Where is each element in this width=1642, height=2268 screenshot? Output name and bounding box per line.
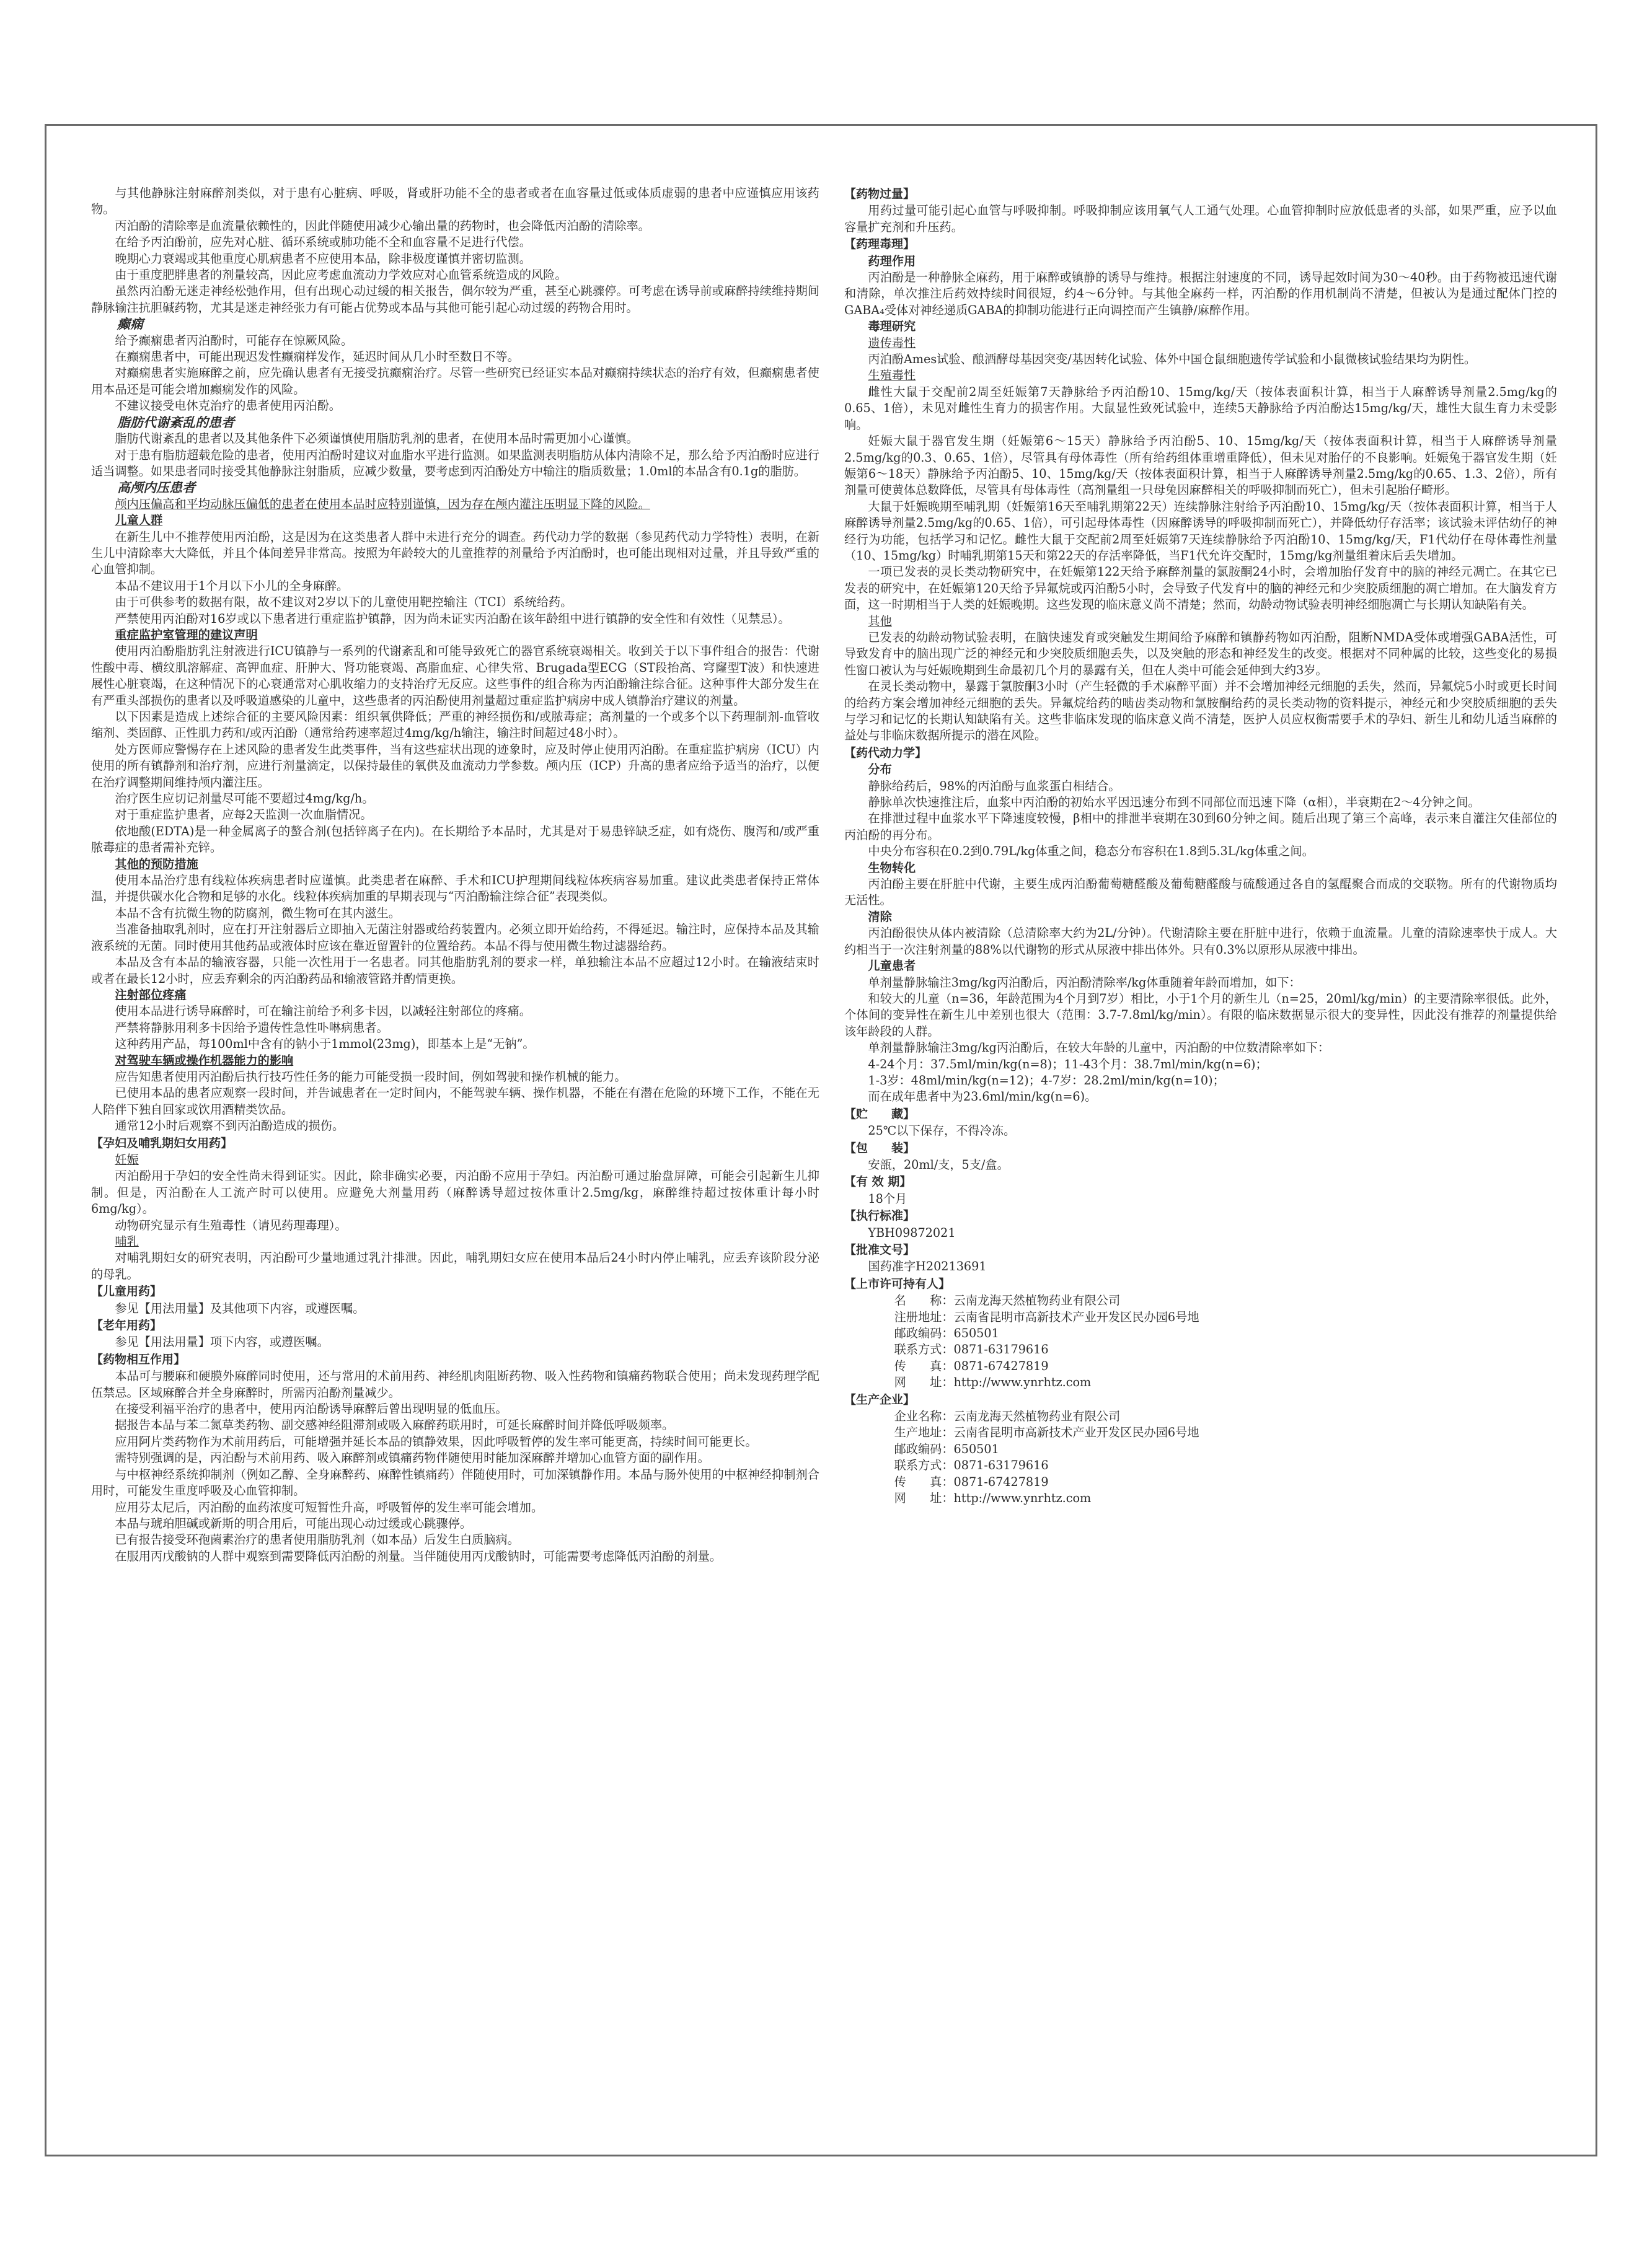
paragraph: 25℃以下保存，不得冷冻。 — [868, 1123, 1016, 1138]
paragraph: 安瓿，20ml/支，5支/盒。 — [868, 1157, 1009, 1172]
paragraph: 用药过量可能引起心血管与呼吸抑制。呼吸抑制应该用氧气人工通气处理。心血管抑制时应放低患者的头部，如果严重，应予以血容量扩充剂和升压药。 — [844, 203, 1557, 234]
section-heading: 【包 装】 — [844, 1141, 916, 1155]
info-line: 传 真：0871-67427819 — [894, 1358, 1049, 1373]
paragraph: 大鼠于妊娠晚期至哺乳期（妊娠第16天至哺乳期第22天）连续静脉注射给予丙泊酚10、15mg/kg/天（按体表面积计算，相当于人麻醉诱导剂量2.5mg/kg的0.65、1倍），可引起母体毒性（因麻醉诱导的呼吸抑制而死亡），并降低幼仔存活率；该试验未评估幼仔的神经行为功能，包括学习和记忆。雌性大鼠于交配前2周至妊娠第7天连续静脉给予丙泊酚10、15mg/kg/天，F1代幼仔在母体毒性剂量（10、15mg/kg）时哺乳期第15天和第22天的存活率降低，当F1代允许交配时，15mg/kg剂量组着床后丢失增加。 — [844, 499, 1557, 563]
paragraph: 单剂量静脉输注3mg/kg丙泊酚后，在较大年龄的儿童中，丙泊酚的中位数清除率如下： — [868, 1040, 1330, 1055]
info-line: 生产地址：云南省昆明市高新技术产业开发区民办园6号地 — [894, 1425, 1199, 1440]
paragraph: 在服用丙戊酸钠的人群中观察到需要降低丙泊酚的剂量。当伴随使用丙戊酸钠时，可能需要考虑降低丙泊酚的剂量。 — [115, 1549, 722, 1563]
subsection-heading: 其他的预防措施 — [115, 856, 198, 871]
info-line: 联系方式：0871-63179616 — [894, 1342, 1049, 1357]
paragraph: 丙泊酚Ames试验、酿酒酵母基因突变/基因转化试验、体外中国仓鼠细胞遗传学试验和小鼠微核试验结果均为阴性。 — [868, 352, 1476, 367]
paragraph: 4-24个月：37.5ml/min/kg(n=8)；11-43个月：38.7ml/min/kg(n=6)； — [868, 1057, 1268, 1071]
subsection-heading: 癫痫 — [117, 316, 143, 332]
section-heading: 【批准文号】 — [844, 1243, 916, 1257]
subsection-heading: 药理作用 — [868, 253, 916, 268]
paragraph: 应用阿片类药物作为术前用药后，可能增强并延长本品的镇静效果，因此呼吸暂停的发生率可能更高，持续时间可能更长。 — [115, 1434, 757, 1449]
paragraph: 对癫痫患者实施麻醉之前，应先确认患者有无接受抗癫痫治疗。尽管一些研究已经证实本品对癫痫持续状态的治疗有效，但癫痫患者使用本品还是可能会增加癫痫发作的风险。 — [91, 366, 819, 397]
paragraph: 由于重度肥胖患者的剂量较高，因此应考虑血流动力学效应对心血管系统造成的风险。 — [115, 268, 567, 283]
paragraph: 以下因素是造成上述综合征的主要风险因素：组织氧供降低；严重的神经损伤和/或脓毒症；高剂量的一个或多个以下药理制剂-血管收缩剂、类固醇、正性肌力药和/或丙泊酚（通常给药速率超过4mg/kg/h输注，输注时间超过48小时）。 — [91, 710, 819, 741]
paragraph: 当准备抽取乳剂时，应在打开注射器后立即抽入无菌注射器或给药装置内。必须立即开始给药，不得延迟。输注时，应保持本品及其输液系统的无菌。同时使用其他药品或液体时应该在靠近留置针的位置给药。本品不得与使用微生物过滤器给药。 — [91, 922, 819, 953]
paragraph: 已使用本品的患者应观察一段时间，并告诫患者在一定时间内，不能驾驶车辆、操作机器，不能在有潜在危险的环境下工作，不能在无人陪伴下独自回家或饮用酒精类饮品。 — [91, 1086, 819, 1117]
subsection-heading: 生物转化 — [868, 860, 916, 875]
paragraph: 丙泊酚用于孕妇的安全性尚未得到证实。因此，除非确实必要，丙泊酚不应用于孕妇。丙泊酚可通过胎盘屏障，可能会引起新生儿抑制。但是，丙泊酚在人工流产时可以使用。应避免大剂量用药（麻醉诱导超过按体重计2.5mg/kg，麻醉维持超过按体重计每小时6mg/kg）。 — [91, 1169, 819, 1216]
subsection-heading: 注射部位疼痛 — [115, 987, 187, 1002]
info-line: 企业名称：云南龙海天然植物药业有限公司 — [894, 1409, 1121, 1424]
section-heading: 【儿童用药】 — [91, 1285, 162, 1299]
subsection-heading: 分布 — [868, 762, 892, 777]
paragraph: 在接受利福平治疗的患者中，使用丙泊酚诱导麻醉后曾出现明显的低血压。 — [115, 1402, 508, 1417]
paragraph: 1-3岁：48ml/min/kg(n=12)；4-7岁：28.2ml/min/kg(n=10)； — [868, 1073, 1225, 1088]
paragraph: 与中枢神经系统抑制剂（例如乙醇、全身麻醉药、麻醉性镇痛药）伴随使用时，可加深镇静作用。本品与肠外使用的中枢神经抑制剂合用时，可能发生重度呼吸及心血管抑制。 — [91, 1467, 819, 1498]
paragraph: 已发表的幼龄动物试验表明，在脑快速发育或突触发生期间给予麻醉和镇静药物如丙泊酚，阻断NMDA受体或增强GABA活性，可导致发育中的脑出现广泛的神经元和少突胶质细胞丢失，以及突触的形态和神经发生的改变。根据对不同种属的比较，这些变化的易损性窗口被认为与妊娠晚期到生命最初几个月的暴露有关，但在人类中可能会延伸到大约3岁。 — [844, 630, 1557, 677]
paragraph: 与其他静脉注射麻醉剂类似，对于患有心脏病、呼吸，肾或肝功能不全的患者或者在血容量过低或体质虚弱的患者中应谨慎应用该药物。 — [91, 186, 819, 217]
paragraph: 给予癫痫患者丙泊酚时，可能存在惊厥风险。 — [115, 333, 353, 348]
info-line: 网 址：http://www.ynrhtz.com — [894, 1375, 1092, 1390]
section-heading: 【有 效 期】 — [844, 1175, 912, 1189]
subsection-heading: 高颅内压患者 — [117, 480, 195, 496]
section-heading: 【执行标准】 — [844, 1209, 916, 1223]
section-heading: 【生产企业】 — [844, 1392, 916, 1407]
paragraph: 晚期心力衰竭或其他重度心肌病患者不应使用本品，除非极度谨慎并密切监测。 — [115, 251, 531, 266]
paragraph: 脂肪代谢紊乱的患者以及其他条件下必须谨慎使用脂肪乳剂的患者，在使用本品时需更加小心谨慎。 — [115, 431, 638, 446]
paragraph: 处方医师应警惕存在上述风险的患者发生此类事件，当有这些症状出现的迹象时，应及时停止使用丙泊酚。在重症监护病房（ICU）内使用的所有镇静剂和治疗剂，应进行剂量滴定，以保持最佳的氧供及血流动力学参数。颅内压（ICP）升高的患者应给予适当的治疗，以便在治疗调整期间维持颅内灌注压。 — [91, 742, 819, 789]
paragraph: 对哺乳期妇女的研究表明，丙泊酚可少量地通过乳汁排泄。因此，哺乳期妇女应在使用本品后24小时内停止哺乳，应丢弃该阶段分泌的母乳。 — [91, 1250, 819, 1281]
paragraph: 妊娠大鼠于器官发生期（妊娠第6～15天）静脉给予丙泊酚5、10、15mg/kg/天（按体表面积计算，相当于人麻醉诱导剂量2.5mg/kg的0.3、0.65、1倍），尽管具有母体毒性（所有给药组体重增重降低），但未见对胎仔的不良影响。妊娠兔于器官发生期（妊娠第6～18天）静脉给予丙泊酚5、10、15mg/kg/天（按体表面积计算，相当于人麻醉诱导剂量2.5mg/kg的0.65、1.3、2倍），所有剂量可使黄体总数降低，尽管具有母体毒性（高剂量组一只母兔因麻醉相关的呼吸抑制而死亡），但未引起胎仔畸形。 — [844, 434, 1557, 498]
paragraph: 在给予丙泊酚前，应先对心脏、循环系统或肺功能不全和血容量不足进行代偿。 — [115, 235, 531, 250]
section-heading: 【药物相互作用】 — [91, 1352, 186, 1366]
paragraph: 对于重症监护患者，应每2天监测一次血脂情况。 — [115, 807, 373, 822]
info-line: 联系方式：0871-63179616 — [894, 1458, 1049, 1473]
section-heading: 【老年用药】 — [91, 1319, 162, 1333]
section-heading: 【上市许可持有人】 — [844, 1277, 951, 1291]
paragraph: 国药准字H20213691 — [868, 1259, 987, 1274]
paragraph: 本品可与腰麻和硬膜外麻醉同时使用，还与常用的术前用药、神经肌肉阻断药物、吸入性药物和镇痛药物联合使用；尚未发现药理学配伍禁忌。区域麻醉合并全身麻醉时，所需丙泊酚剂量减少。 — [91, 1369, 819, 1400]
subsection-heading: 重症监护室管理的建议声明 — [115, 627, 258, 642]
paragraph: 本品及含有本品的输液容器，只能一次性用于一名患者。同其他脂肪乳剂的要求一样，单独输注本品不应超过12小时。在输液结束时或者在最长12小时，应丢弃剩余的丙泊酚药品和输液管路并酌情更换。 — [91, 955, 819, 986]
subsection-heading: 毒理研究 — [868, 319, 916, 334]
paragraph: 在新生儿中不推荐使用丙泊酚，这是因为在这类患者人群中未进行充分的调查。药代动力学的数据（参见药代动力学特性）表明，在新生儿中清除率大大降低，并且个体间差异非常高。按照为年龄较大的儿童推荐的剂量给予丙泊酚时，也可能出现相对过量，并且导致严重的心血管抑制。 — [91, 529, 819, 577]
paragraph: 使用本品治疗患有线粒体疾病患者时应谨慎。此类患者在麻醉、手术和ICU护理期间线粒体疾病容易加重。建议此类患者保持正常体温，并提供碳水化合物和足够的水化。线粒体疾病加重的早期表现与“丙泊酚输注综合征”表现类似。 — [91, 873, 819, 904]
paragraph: 单剂量静脉输注3mg/kg丙泊酚后，丙泊酚清除率/kg体重随着年龄而增加，如下： — [868, 975, 1301, 990]
section-heading: 【药理毒理】 — [844, 237, 916, 252]
paragraph: 丙泊酚是一种静脉全麻药，用于麻醉或镇静的诱导与维持。根据注射速度的不同，诱导起效时间为30～40秒。由于药物被迅速代谢和清除，单次推注后药效持续时间很短，约4～6分钟。与其他全麻药一样，丙泊酚的作用机制尚不清楚，但被认为是通过配体门控的GABA₄受体对神经递质GABA的抑制功能进行正向调控而产生镇静/麻醉作用。 — [844, 270, 1557, 317]
paragraph: 对于患有脂肪超载危险的患者，使用丙泊酚时建议对血脂水平进行监测。如果监测表明脂肪从体内清除不足，那么给予丙泊酚时应进行适当调整。如果患者同时接受其他静脉注射脂质，应减少数量，要考虑到丙泊酚处方中输注的脂质数量；1.0ml的本品含有0.1g的脂肪。 — [91, 447, 819, 478]
paragraph: 丙泊酚的清除率是血流量依赖性的，因此伴随使用减少心输出量的药物时，也会降低丙泊酚的清除率。 — [115, 218, 650, 233]
info-line: 注册地址：云南省昆明市高新技术产业开发区民办园6号地 — [894, 1309, 1199, 1324]
paragraph: 中央分布容积在0.2到0.79L/kg体重之间，稳态分布容积在1.8到5.3L/kg体重之间。 — [868, 844, 1314, 859]
paragraph: 不建议接受电休克治疗的患者使用丙泊酚。 — [115, 398, 341, 413]
paragraph: YBH09872021 — [868, 1225, 956, 1240]
paragraph: 而在成年患者中为23.6ml/min/kg(n=6)。 — [868, 1089, 1097, 1104]
paragraph: 参见【用法用量】及其他项下内容，或遵医嘱。 — [115, 1301, 365, 1316]
paragraph: 丙泊酚很快从体内被清除（总清除率大约为2L/分钟）。代谢清除主要在肝脏中进行，依赖于血流量。儿童的清除速率快于成人。大约相当于一次注射剂量的88%以代谢物的形式从尿液中排出体外。只有0.3%以原形从尿液中排出。 — [844, 926, 1557, 957]
paragraph: 颅内压偏高和平均动脉压偏低的患者在使用本品时应特别谨慎，因为存在颅内灌注压明显下降的风险。 — [115, 496, 650, 511]
paragraph: 参见【用法用量】项下内容，或遵医嘱。 — [115, 1335, 329, 1350]
paragraph: 已有报告接受环孢菌素治疗的患者使用脂肪乳剂（如本品）后发生白质脑病。 — [115, 1532, 519, 1547]
info-line: 邮政编码：650501 — [894, 1326, 999, 1341]
paragraph: 据报告本品与苯二氮草类药物、副交感神经阻滞剂或吸入麻醉药联用时，可延长麻醉时间并降低呼吸频率。 — [115, 1418, 674, 1433]
subsection-heading: 脂肪代谢紊乱的患者 — [117, 414, 234, 430]
paragraph: 通常12小时后观察不到丙泊酚造成的损伤。 — [115, 1119, 345, 1133]
subheading: 生殖毒性 — [868, 368, 916, 383]
info-line: 传 真：0871-67427819 — [894, 1474, 1049, 1489]
paragraph: 在灵长类动物中，暴露于氯胺酮3小时（产生轻微的手术麻醉平面）并不会增加神经元细胞的丢失，然而，异氟烷5小时或更长时间的给药方案会增加神经元细胞的丢失。异氟烷给药的啮齿类动物和氯胺酮给药的灵长类动物的资料提示，神经元和少突胶质细胞的丢失与学习和记忆的长期认知缺陷有关。这些非临床发现的临床意义尚不清楚，医护人员应权衡需要手术的孕妇、新生儿和幼儿适当麻醉的益处与非临床数据所提示的潜在风险。 — [844, 679, 1557, 743]
paragraph: 静脉单次快速推注后，血浆中丙泊酚的初始水平因迅速分布到不同部位而迅速下降（α相），半衰期在2～4分钟之间。 — [868, 795, 1480, 810]
subheading: 哺乳 — [115, 1234, 139, 1249]
paragraph: 本品与琥珀胆碱或新斯的明合用后，可能出现心动过缓或心跳骤停。 — [115, 1516, 472, 1531]
subsection-heading: 清除 — [868, 909, 892, 924]
subsection-heading: 儿童人群 — [115, 513, 163, 528]
paragraph: 静脉给药后，98%的丙泊酚与血浆蛋白相结合。 — [868, 778, 1121, 793]
subsection-heading: 儿童患者 — [868, 959, 916, 974]
paragraph: 本品不建议用于1个月以下小儿的全身麻醉。 — [115, 578, 349, 593]
paragraph: 在癫痫患者中，可能出现迟发性癫痫样发作，延迟时间从几小时至数日不等。 — [115, 349, 519, 364]
right-column — [844, 185, 1557, 1507]
paragraph: 治疗医生应切记剂量尽可能不要超过4mg/kg/h。 — [115, 791, 374, 806]
paragraph: 雌性大鼠于交配前2周至妊娠第7天静脉给予丙泊酚10、15mg/kg/天（按体表面积计算，相当于人麻醉诱导剂量2.5mg/kg的0.65、1倍），未见对雌性生育力的损害作用。大鼠显性致死试验中，连续5天静脉给予丙泊酚达15mg/kg/天，雄性大鼠生育力未受影响。 — [844, 384, 1557, 432]
info-line: 邮政编码：650501 — [894, 1441, 999, 1456]
left-column — [91, 185, 819, 1565]
paragraph: 使用本品进行诱导麻醉时，可在输注前给予利多卡因，以减轻注射部位的疼痛。 — [115, 1004, 531, 1019]
paragraph: 和较大的儿童（n=36，年龄范围为4个月到7岁）相比，小于1个月的新生儿（n=25，20ml/kg/min）的主要清除率很低。此外，个体间的变异性在新生儿中差别也很大（范围：3.7-7.8ml/kg/min）。有限的临床数据显示很大的变异性，因此没有推荐的剂量提供给该年龄段的人群。 — [844, 991, 1557, 1039]
paragraph: 需特别强调的是，丙泊酚与术前用药、吸入麻醉剂或镇痛药物伴随使用时能加深麻醉并增加心血管方面的副作用。 — [115, 1451, 710, 1466]
section-heading: 【药物过量】 — [844, 187, 916, 201]
info-line: 网 址：http://www.ynrhtz.com — [894, 1491, 1092, 1506]
paragraph: 一项已发表的灵长类动物研究中，在妊娠第122天给予麻醉剂量的氯胺酮24小时，会增加胎仔发育中的脑的神经元凋亡。在其它已发表的研究中，在妊娠第120天给予异氟烷或丙泊酚5小时，会导致子代发育中的脑的神经元和少突胶质细胞的凋亡增加。在大脑发育方面，这一时期相当于人类的妊娠晚期。这些发现的临床意义尚不清楚；然而，幼龄动物试验表明神经细胞凋亡与长期认知缺陷有关。 — [844, 565, 1557, 612]
paragraph: 在排泄过程中血浆水平下降速度较慢，β相中的排泄半衰期在30到60分钟之间。随后出现了第三个高峰，表示来自灌注欠佳部位的丙泊酚的再分布。 — [844, 811, 1557, 842]
paragraph: 应用芬太尼后，丙泊酚的血药浓度可短暂性升高，呼吸暂停的发生率可能会增加。 — [115, 1500, 544, 1514]
section-heading: 【孕妇及哺乳期妇女用药】 — [91, 1136, 233, 1150]
paragraph: 这种药用产品，每100ml中含有的钠小于1mmol(23mg)，即基本上是“无钠”。 — [115, 1037, 535, 1052]
info-line: 名 称：云南龙海天然植物药业有限公司 — [894, 1293, 1121, 1308]
paragraph: 严禁将静脉用利多卡因给予遗传性急性卟啉病患者。 — [115, 1020, 389, 1035]
subheading: 妊娠 — [115, 1152, 139, 1167]
paragraph: 18个月 — [868, 1191, 907, 1206]
document-sheet — [45, 124, 1597, 2156]
paragraph: 由于可供参考的数据有限，故不建议对2岁以下的儿童使用靶控输注（TCI）系统给药。 — [115, 595, 573, 610]
section-heading: 【药代动力学】 — [844, 745, 927, 760]
subheading: 遗传毒性 — [868, 335, 916, 350]
paragraph: 动物研究显示有生殖毒性（请见药理毒理）。 — [115, 1218, 347, 1233]
paragraph: 应告知患者使用丙泊酚后执行技巧性任务的能力可能受损一段时间，例如驾驶和操作机械的能力。 — [115, 1069, 627, 1084]
paragraph: 丙泊酚主要在肝脏中代谢，主要生成丙泊酚葡萄糖醛酸及葡萄糖醛酸与硫酸通过各自的氢醌聚合而成的交联物。所有的代谢物质均无活性。 — [844, 877, 1557, 908]
section-heading: 【贮 藏】 — [844, 1107, 916, 1121]
subheading: 其他 — [868, 613, 892, 628]
paragraph: 使用丙泊酚脂肪乳注射液进行ICU镇静与一系列的代谢紊乱和可能导致死亡的器官系统衰竭相关。收到关于以下事件组合的报告：代谢性酸中毒、横纹肌溶解症、高钾血症、肝肿大、肾功能衰竭、高脂血症、心律失常、Brugada型ECG（ST段抬高、穹窿型T波）和快速进展性心脏衰竭，在这种情况下的心衰通常对心肌收缩力的支持治疗无反应。这些事件的组合称为丙泊酚输注综合征。这种事件大部分发生在有严重头部损伤的患者以及呼吸道感染的儿童中，这些患者的丙泊酚使用剂量超过重症监护病房中成人镇静治疗建议的剂量。 — [91, 644, 819, 708]
paragraph: 虽然丙泊酚无迷走神经松弛作用，但有出现心动过缓的相关报告，偶尔较为严重，甚至心跳骤停。可考虑在诱导前或麻醉持续维持期间静脉输注抗胆碱药物，尤其是迷走神经张力有可能占优势或本品与其他可能引起心动过缓的药物合用时。 — [91, 284, 819, 315]
paragraph: 本品不含有抗微生物的防腐剂，微生物可在其内滋生。 — [115, 905, 400, 920]
paragraph: 严禁使用丙泊酚对16岁或以下患者进行重症监护镇静，因为尚未证实丙泊酚在该年龄组中进行镇静的安全性和有效性（见禁忌）。 — [115, 611, 790, 626]
subsection-heading: 对驾驶车辆或操作机器能力的影响 — [115, 1053, 294, 1068]
paragraph: 依地酸(EDTA)是一种金属离子的螯合剂(包括锌离子在内)。在长期给予本品时，尤其是对于易患锌缺乏症，如有烧伤、腹泻和/或严重脓毒症的患者需补充锌。 — [91, 824, 819, 855]
